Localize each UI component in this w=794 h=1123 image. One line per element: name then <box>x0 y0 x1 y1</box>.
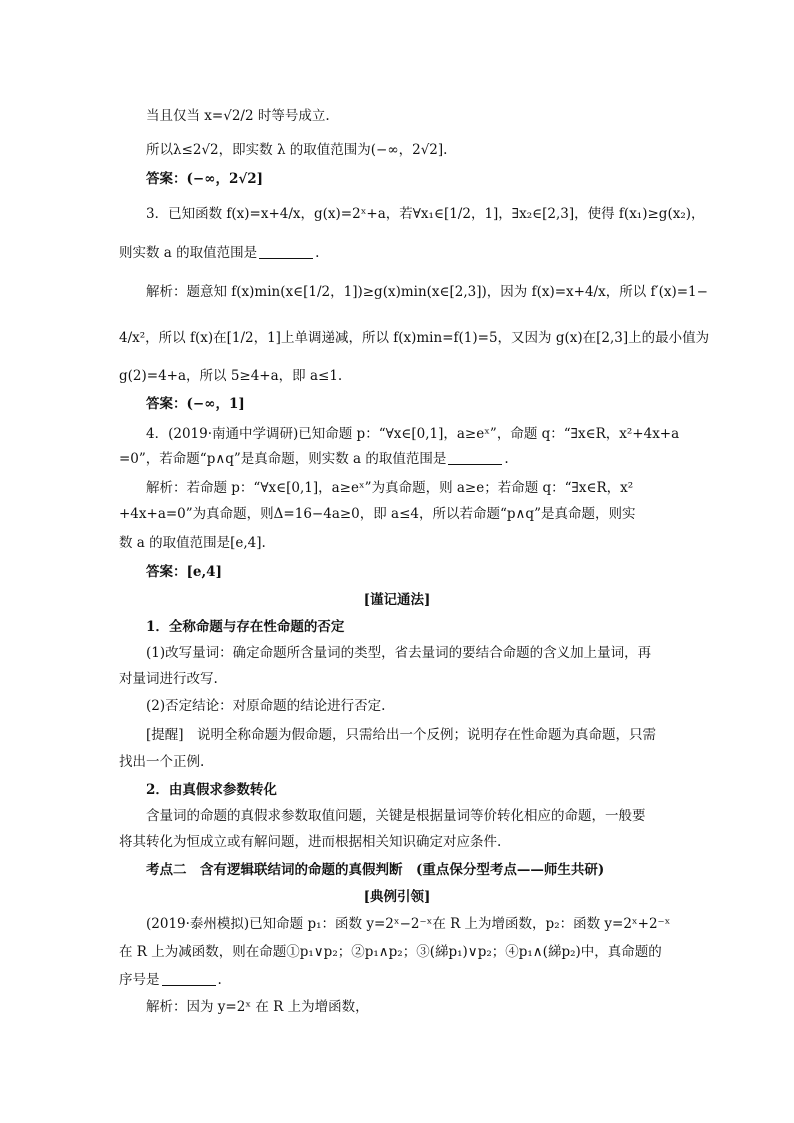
solution-line: 4/x²，所以 f(x)在[1/2，1]上单调递减，所以 f(x)min=f(1)=5，又因为 g(x)在[2,3]上的最小值为 <box>119 330 710 346</box>
solution-line: 解析：题意知 f(x)min(x∈[1/2，1])≥g(x)min(x∈[2,3])，因为 f(x)=x+4/x，所以 f′(x)=1− <box>146 284 708 300</box>
section-heading: [典例引领] <box>363 889 431 905</box>
text-line: 对量词进行改写. <box>119 671 218 687</box>
question-line: =0”，若命题“p∧q”是真命题，则实数 a 的取值范围是 <box>119 451 447 467</box>
solution-line: 解析：若命题 p：“∀x∈[0,1]，a≥eˣ”为真命题，则 a≥e；若命题 q：“∃x∈R，x² <box>146 480 634 496</box>
answer-line: 答案：(−∞，1] <box>146 396 245 412</box>
reminder-line: 找出一个正例. <box>119 754 205 770</box>
subheading: 2．由真假求参数转化 <box>146 782 277 798</box>
solution-line: 数 a 的取值范围是[e,4]. <box>119 535 266 551</box>
text-line: 含量词的命题的真假求参数取值问题，关键是根据量词等价转化相应的命题，一般要 <box>146 808 646 824</box>
text-line: 将其转化为恒成立或有解问题，进而根据相关知识确定对应条件. <box>119 834 502 850</box>
reminder-line: [提醒] 说明全称命题为假命题，只需给出一个反例；说明存在性命题为真命题，只需 <box>146 727 657 743</box>
question-line: 则实数 a 的取值范围是 <box>119 245 258 261</box>
question-line: 4．(2019·南通中学调研)已知命题 p：“∀x∈[0,1]，a≥eˣ”，命题 q：“∃x∈R，x²+4x+a <box>146 426 680 442</box>
question-line: (2019·泰州模拟)已知命题 p₁：函数 y=2ˣ−2⁻ˣ在 R 上为增函数，p₂：函数 y=2ˣ+2⁻ˣ <box>146 916 671 932</box>
answer-line: 答案：[e,4] <box>146 564 222 580</box>
answer-blank <box>259 244 313 259</box>
subheading: 1．全称命题与存在性命题的否定 <box>146 619 345 635</box>
question-line: 在 R 上为减函数，则在命题①p₁∨p₂；②p₁∧p₂；③(綈p₁)∨p₂；④p₁∧(綈p₂)中，真命题的 <box>119 944 662 960</box>
text-line: 所以λ≤2√2，即实数 λ 的取值范围为(−∞，2√2]. <box>146 142 448 158</box>
text-line: 当且仅当 x=√2/2 时等号成立. <box>146 108 330 124</box>
solution-line: +4x+a=0”为真命题，则Δ=16−4a≥0，即 a≤4，所以若命题“p∧q”是真命题，则实 <box>119 506 636 522</box>
section-heading: [谨记通法] <box>363 592 431 608</box>
question-line: 3．已知函数 f(x)=x+4/x，g(x)=2ˣ+a，若∀x₁∈[1/2，1]，∃x₂∈[2,3]，使得 f(x₁)≥g(x₂)， <box>146 206 705 222</box>
answer-blank <box>162 971 216 986</box>
solution-line: 解析：因为 y=2ˣ 在 R 上为增函数， <box>146 999 369 1015</box>
text-line: (1)改写量词：确定命题所含量词的类型，省去量词的要结合命题的含义加上量词，再 <box>146 645 652 661</box>
question-line: 序号是 <box>119 972 160 988</box>
section-heading: 考点二 含有逻辑联结词的命题的真假判断 (重点保分型考点——师生共研) <box>146 862 605 878</box>
solution-line: g(2)=4+a，所以 5≥4+a，即 a≤1. <box>119 368 343 384</box>
answer-line: 答案：(−∞，2√2] <box>146 171 263 187</box>
answer-blank <box>448 450 502 465</box>
text-line: (2)否定结论：对原命题的结论进行否定. <box>146 698 386 714</box>
